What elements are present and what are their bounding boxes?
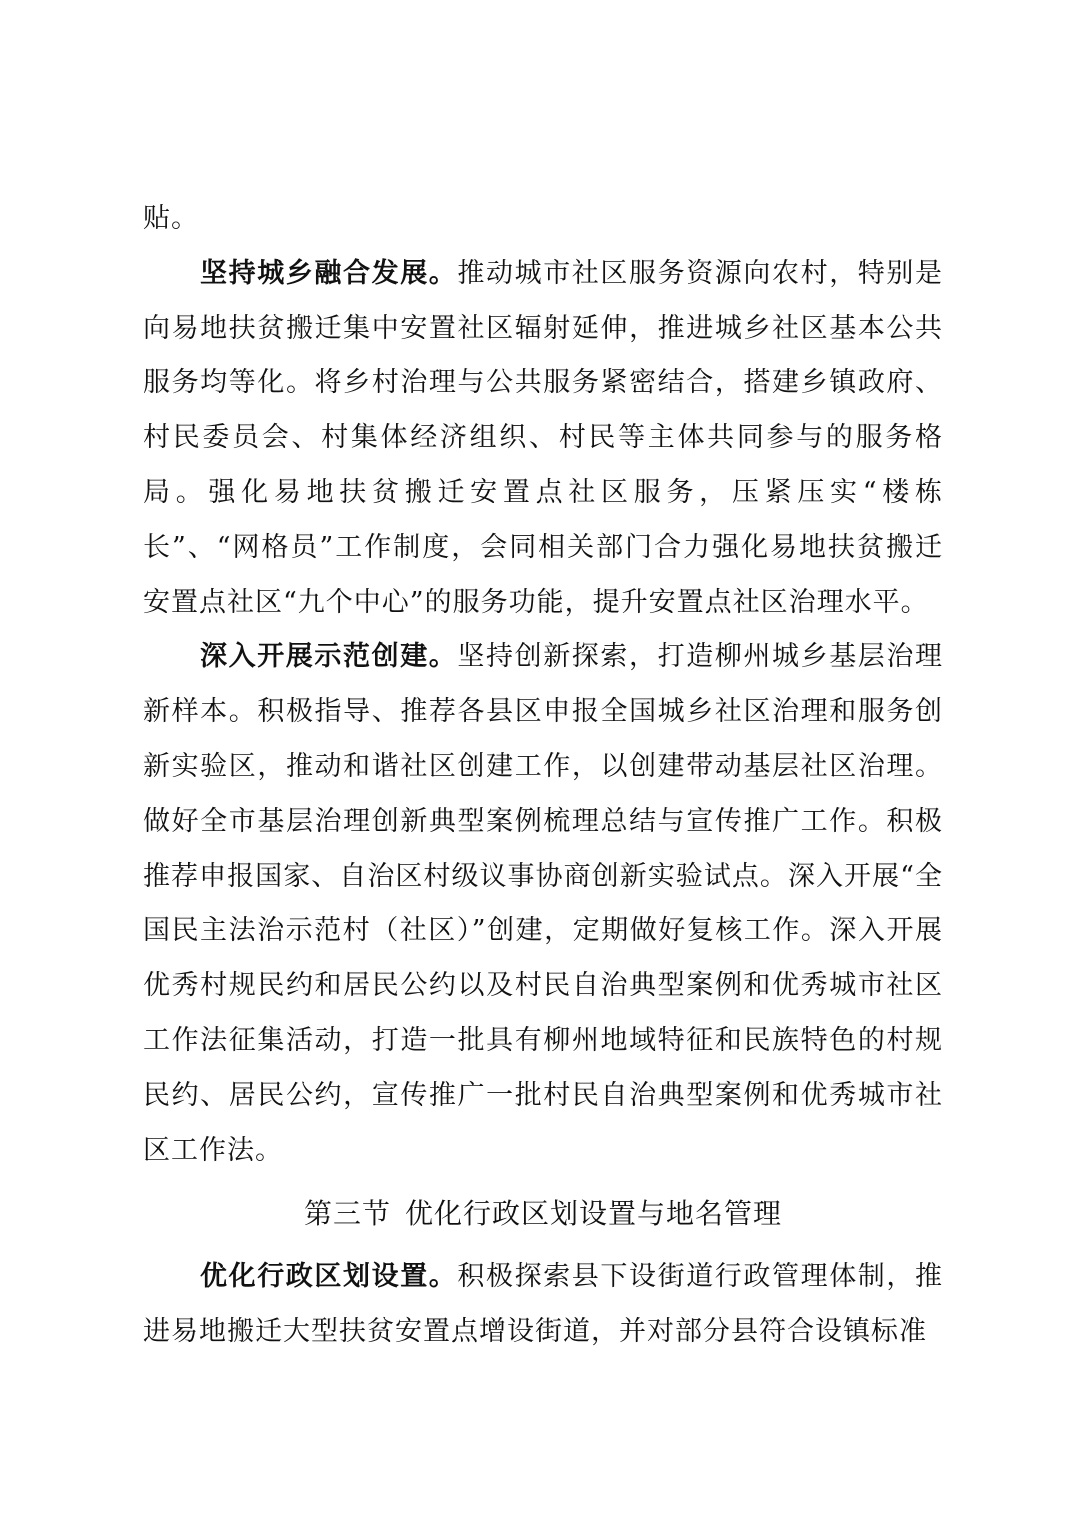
section-title: 优化行政区划设置与地名管理 bbox=[405, 1197, 783, 1231]
paragraph-demonstration-creation bbox=[143, 630, 943, 1178]
section-heading bbox=[143, 1190, 943, 1238]
paragraph-text: 贴。 bbox=[143, 203, 199, 234]
paragraph-continuation bbox=[143, 192, 943, 247]
paragraph-lead-heading: 坚持城乡融合发展。 bbox=[200, 257, 458, 289]
paragraph-administrative-division bbox=[143, 1250, 943, 1360]
paragraph-text: 推动城市社区服务资源向农村，特别是向易地扶贫搬迁集中安置社区辐射延伸，推进城乡社区基本公共服务均等化。将乡村治理与公共服务紧密结合，搭建乡镇政府、村民委员会、村集体经济组织、村民等主体共同参与的服务格局。强化易地扶贫搬迁安置点社区服务，压紧压实“楼栋长”、“网格员”工作制度，会同相关部门合力强化易地扶贫搬迁安置点社区“九个中心”的服务功能，提升安置点社区治理水平。 bbox=[143, 257, 944, 618]
paragraph-lead-heading: 优化行政区划设置。 bbox=[200, 1261, 458, 1293]
paragraph-lead-heading: 深入开展示范创建。 bbox=[200, 641, 458, 673]
paragraph-text: 积极探索县下设街道行政管理体制，推进易地搬迁大型扶贫安置点增设街道，并对部分县符合设镇标准 bbox=[143, 1261, 944, 1348]
document-body bbox=[143, 192, 943, 1360]
paragraph-text: 坚持创新探索，打造柳州城乡基层治理新样本。积极指导、推荐各县区申报全国城乡社区治理和服务创新实验区，推动和谐社区创建工作，以创建带动基层社区治理。做好全市基层治理创新典型案例梳理总结与宣传推广工作。积极推荐申报国家、自治区村级议事协商创新实验试点。深入开展“全国民主法治示范村（社区）”创建，定期做好复核工作。深入开展优秀村规民约和居民公约以及村民自治典型案例和优秀城市社区工作法征集活动，打造一批具有柳州地域特征和民族特色的村规民约、居民公约，宣传推广一批村民自治典型案例和优秀城市社区工作法。 bbox=[143, 641, 944, 1166]
paragraph-urban-rural-integration bbox=[143, 247, 943, 631]
section-number: 第三节 bbox=[303, 1197, 391, 1231]
